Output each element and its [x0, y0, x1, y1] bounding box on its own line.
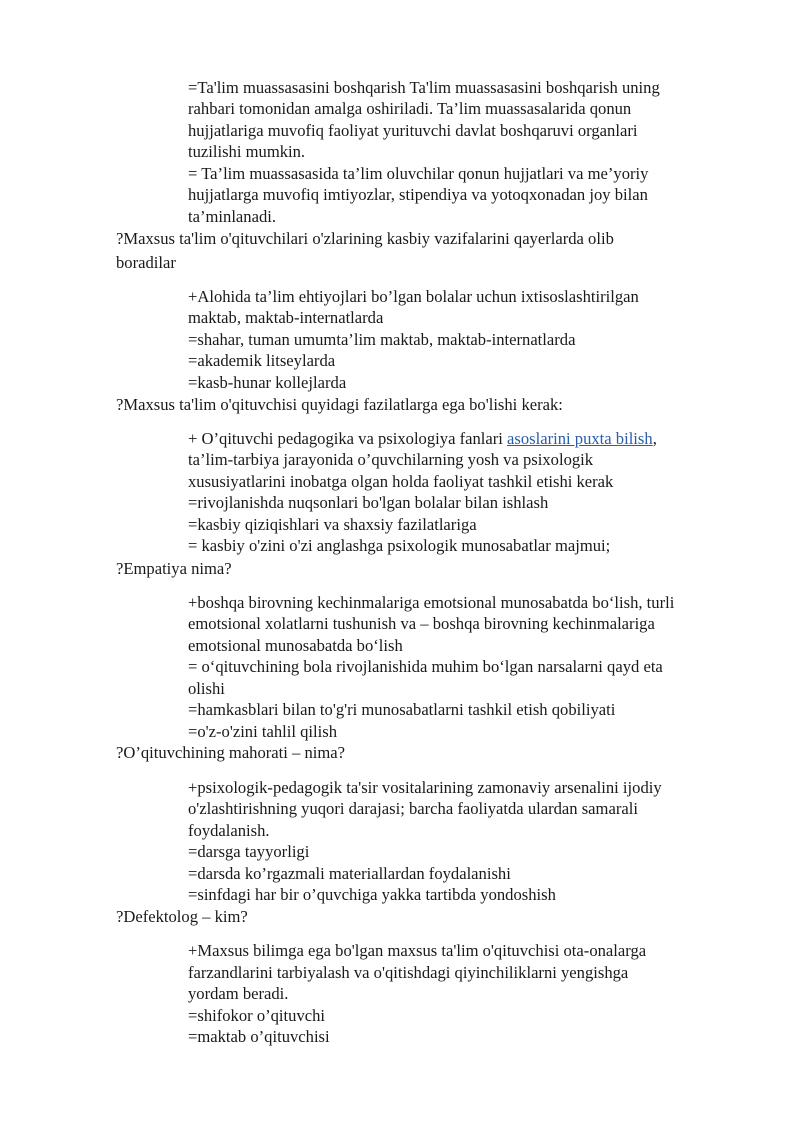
question-line: ?Empatiya nima?: [116, 559, 232, 578]
answer-line: hujjatlariga muvofiq faoliyat yurituvchi davlat boshqaruvi organlari: [188, 121, 638, 140]
answer-line: olishi: [188, 679, 225, 698]
answer-line: =darsga tayyorligi: [188, 842, 310, 861]
answer-line: = o‘qituvchining bola rivojlanishida muhim bo‘lgan narsalarni qayd eta: [188, 657, 663, 676]
answer-line: +boshqa birovning kechinmalariga emotsional munosabatda bo‘lish, turli: [188, 593, 675, 612]
answer-line: emotsional munosabatda bo‘lish: [188, 636, 403, 655]
answer-line: +Maxsus bilimga ega bo'lgan maxsus ta'lim o'qituvchisi ota-onalarga: [188, 941, 647, 960]
question-line: ?O’qituvchining mahorati – nima?: [116, 743, 346, 762]
answer-line: = kasbiy o'zini o'zi anglashga psixologik munosabatlar majmui;: [188, 536, 611, 555]
answer-line: ta’minlanadi.: [188, 207, 277, 226]
answer-line: +Alohida ta’lim ehtiyojlari bo’lgan bolalar uchun ixtisoslashtirilgan: [188, 287, 639, 306]
answer-line: =hamkasblari bilan to'g'ri munosabatlarni tashkil etish qobiliyati: [188, 700, 616, 719]
question-line: ?Defektolog – kim?: [116, 907, 248, 926]
answer-line: o'zlashtirishning yuqori darajasi; barcha faoliyatda ulardan samarali: [188, 799, 638, 818]
answer-line: =Ta'lim muassasasini boshqarish Ta'lim muassasasini boshqarish uning: [188, 78, 660, 97]
answer-line: emotsional xolatlarni tushunish va – boshqa birovning kechinmalariga: [188, 614, 655, 633]
answer-line: ta’lim-tarbiya jarayonida o’quvchilarning yosh va psixologik: [188, 450, 594, 469]
answer-line: =kasbiy qiziqishlari va shaxsiy fazilatlariga: [188, 515, 477, 534]
answer-line: maktab, maktab-internatlarda: [188, 308, 384, 327]
question-line: ?Maxsus ta'lim o'qituvchisi quyidagi fazilatlarga ega bo'lishi kerak:: [116, 395, 563, 414]
answer-line: =sinfdagi har bir o’quvchiga yakka tartibda yondoshish: [188, 885, 556, 904]
answer-line: =shifokor o’qituvchi: [188, 1006, 326, 1025]
answer-line: =darsda ko’rgazmali materiallardan foydalanishi: [188, 864, 511, 883]
answer-line: =o'z-o'zini tahlil qilish: [188, 722, 337, 741]
answer-text: + O’qituvchi pedagogika va psixologiya fanlari: [188, 429, 508, 448]
answer-line: =maktab o’qituvchisi: [188, 1027, 330, 1046]
answer-line: tuzilishi mumkin.: [188, 142, 306, 161]
answer-line: yordam beradi.: [188, 984, 289, 1003]
answer-line: foydalanish.: [188, 821, 270, 840]
answer-line: =shahar, tuman umumta’lim maktab, maktab-internatlarda: [188, 330, 576, 349]
answer-line: =rivojlanishda nuqsonlari bo'lgan bolalar bilan ishlash: [188, 493, 549, 512]
question-line: boradilar: [116, 253, 176, 272]
question-line: ?Maxsus ta'lim o'qituvchilari o'zlarining kasbiy vazifalarini qayerlarda olib: [116, 229, 614, 248]
answer-line: +psixologik-pedagogik ta'sir vositalarining zamonaviy arsenalini ijodiy: [188, 778, 662, 797]
answer-line: =akademik litseylarda: [188, 351, 336, 370]
answer-line: [188, 428, 657, 449]
answer-line: xususiyatlarini inobatga olgan holda faoliyat tashkil etishi kerak: [188, 472, 614, 491]
asoslarini-link[interactable]: asoslarini puxta bilish: [507, 429, 653, 448]
answer-line: rahbari tomonidan amalga oshiriladi. Ta’lim muassasalarida qonun: [188, 99, 632, 118]
answer-line: farzandlarini tarbiyalash va o'qitishdagi qiyinchiliklarni yengishga: [188, 963, 629, 982]
answer-line: = Ta’lim muassasasida ta’lim oluvchilar qonun hujjatlari va me’yoriy: [188, 164, 649, 183]
answer-line: =kasb-hunar kollejlarda: [188, 373, 347, 392]
answer-text: ,: [652, 429, 657, 448]
answer-line: hujjatlarga muvofiq imtiyozlar, stipendiya va yotoqxonadan joy bilan: [188, 185, 648, 204]
